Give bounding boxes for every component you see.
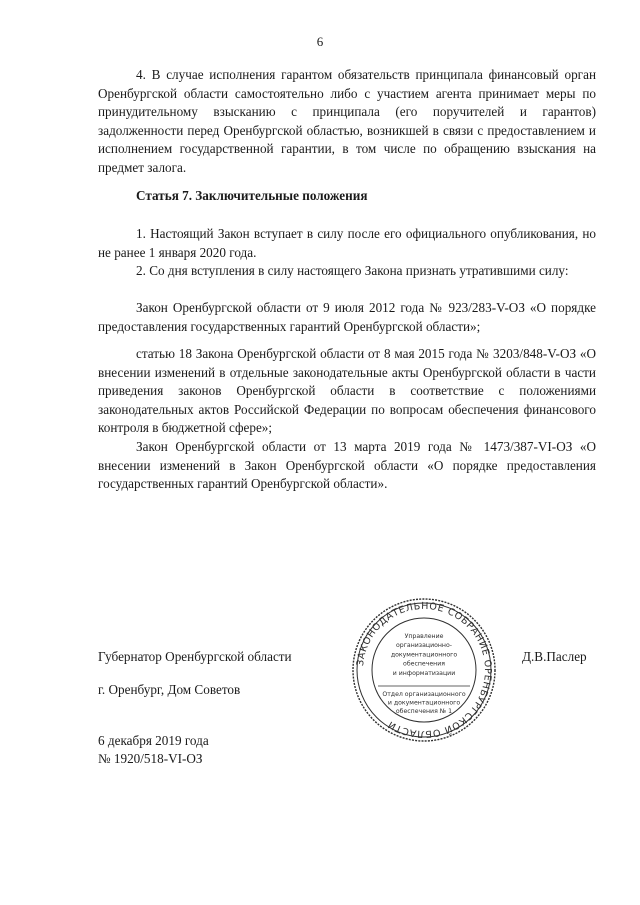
signature-place: г. Оренбург, Дом Советов xyxy=(98,682,241,697)
stamp-lower-line: Отдел организационного xyxy=(382,691,466,698)
article-heading: Статья 7. Заключительные положения xyxy=(136,188,368,203)
signature-date: 6 декабря 2019 года xyxy=(98,733,209,748)
signature-name: Д.В.Паслер xyxy=(522,649,587,664)
stamp-ring-text: ЗАКОНОДАТЕЛЬНОЕ СОБРАНИЕ ОРЕНБУРГСКОЙ ОБЛАСТИ xyxy=(355,600,494,740)
page-number: 6 xyxy=(316,34,324,49)
stamp-upper-line: организационно- xyxy=(395,642,453,650)
signature-position: Губернатор Оренбургской области xyxy=(98,649,292,664)
stamp-lower-line: обеспечения № 1 xyxy=(395,708,453,716)
law-number: № 1920/518-VI-ОЗ xyxy=(98,751,203,766)
paragraph-article-1: 1. Настоящий Закон вступает в силу после его официального опубликования, но не ранее 1 января 2020 года. xyxy=(98,226,596,260)
stamp-upper-line: Управление xyxy=(404,633,444,640)
paragraph-article-2: 2. Со дня вступления в силу настоящего Закона признать утратившими силу: xyxy=(136,263,569,278)
paragraph-law-3: Закон Оренбургской области от 13 марта 2019 года № 1473/387-VI-ОЗ «О внесении изменений в Закон Оренбургской области «О порядке предоставления государственных гарантий Оренбургской области». xyxy=(98,439,596,492)
stamp-upper-line: обеспечения xyxy=(403,660,445,668)
paragraph-4: 4. В случае исполнения гарантом обязательств принципала финансовый орган Оренбургской области самостоятельно либо с участием агента принимает меры по принудительному взысканию с принципала (его поручителей и гарантов) задолженности перед Оренбургской областью, возникшей в связи с предоставлением и исполнением государственной гарантии, в том числе по обращению взыскания на предмет залога. xyxy=(98,67,596,175)
paragraph-law-1: Закон Оренбургской области от 9 июля 2012 года № 923/283-V-ОЗ «О порядке предоставления государственных гарантий Оренбургской области»; xyxy=(98,300,596,334)
stamp-upper-line: документационного xyxy=(390,651,458,659)
stamp-upper-line: и информатизации xyxy=(392,669,456,677)
official-stamp xyxy=(350,596,498,744)
stamp-lower-line: и документационного xyxy=(387,699,461,707)
paragraph-law-2: статью 18 Закона Оренбургской области от 8 мая 2015 года № 3203/848-V-ОЗ «О внесении изменений в отдельные законодательные акты Оренбургской области в части приведения законов Оренбургской области в соответствие с положениями законодательных актов Российской Федерации по вопросам обеспечения финансового контроля в бюджетной сфере»; xyxy=(98,346,596,436)
